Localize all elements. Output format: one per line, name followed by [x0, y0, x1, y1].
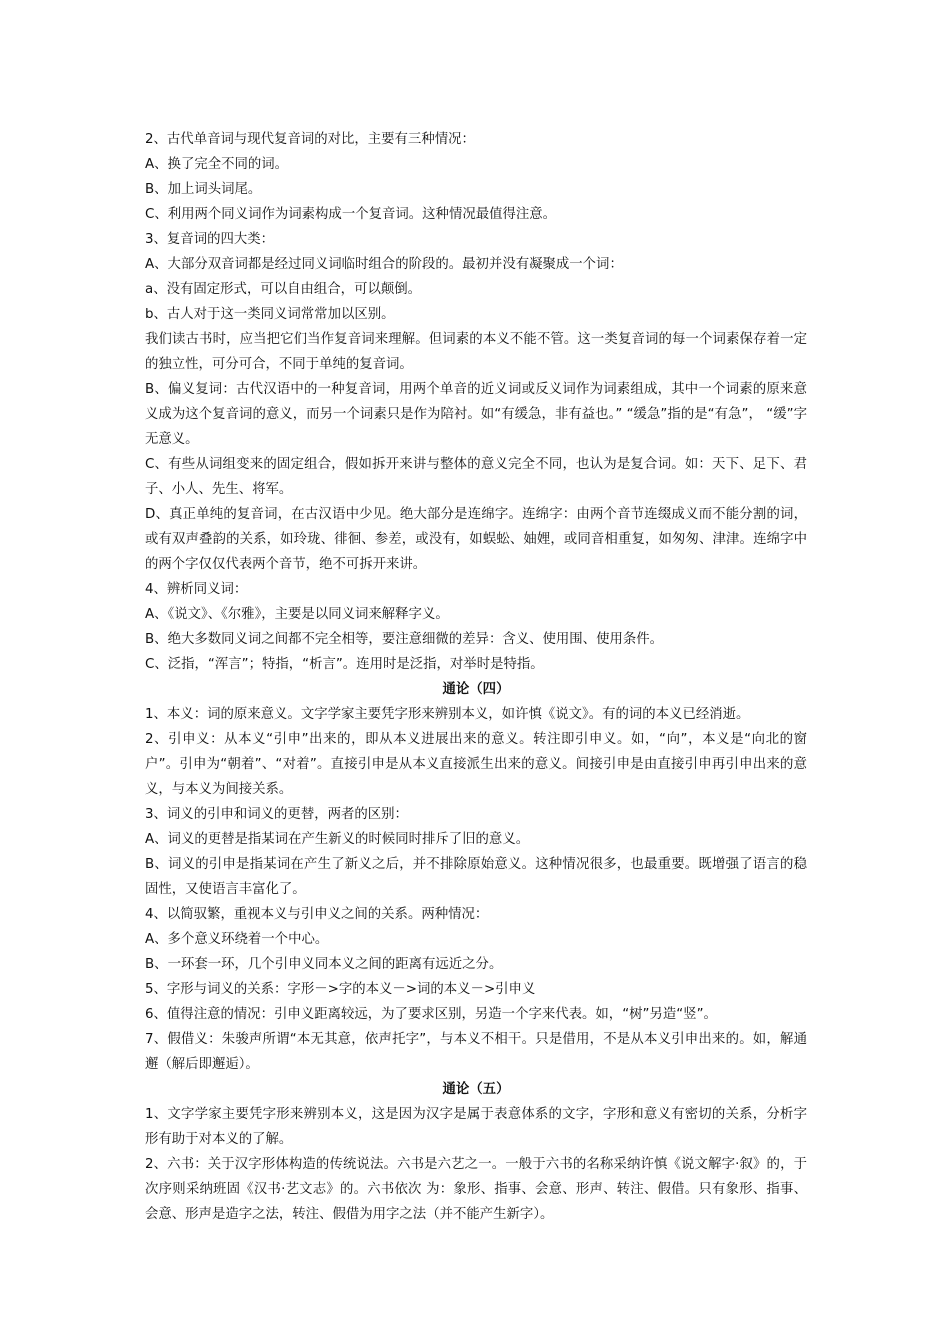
paragraph: 7、假借义：朱骏声所谓“本无其意，依声托字”，与本义不相干。只是借用，不是从本义引申出来的。如，解通邂（解后即邂逅）。 — [145, 1032, 807, 1072]
paragraph: A、大部分双音词都是经过同义词临时组合的阶段的。最初并没有凝聚成一个词： — [145, 257, 623, 272]
paragraph: 2、古代单音词与现代复音词的对比，主要有三种情况： — [145, 132, 475, 147]
paragraph: A、多个意义环绕着一个中心。 — [145, 932, 329, 947]
paragraph: 6、值得注意的情况：引申义距离较远，为了要求区别，另造一个字来代表。如，“树”另造“竖”。 — [145, 1007, 717, 1022]
paragraph: 3、复音词的四大类： — [145, 232, 275, 247]
paragraph: a、没有固定形式，可以自由组合，可以颠倒。 — [145, 282, 422, 297]
paragraph: B、偏义复词：古代汉语中的一种复音词，用两个单音的近义词或反义词作为词素组成，其中一个词素的原来意义成为这个复音词的意义，而另一个词素只是作为陪衬。如“有缓急，非有益也。” “缓急”指的是“有急”， “缓”字无意义。 — [145, 382, 807, 447]
paragraph: 1、文字学家主要凭字形来辨别本义，这是因为汉字是属于表意体系的文字，字形和意义有密切的关系，分析字形有助于对本义的了解。 — [145, 1107, 807, 1147]
paragraph: 5、字形与词义的关系：字形－>字的本义－>词的本义－>引申义 — [145, 982, 536, 997]
paragraph: C、有些从词组变来的固定组合，假如拆开来讲与整体的意义完全不同，也认为是复合词。如：天下、足下、君子、小人、先生、将军。 — [145, 457, 807, 497]
paragraph: B、一环套一环，几个引申义同本义之间的距离有远近之分。 — [145, 957, 503, 972]
paragraph: B、词义的引申是指某词在产生了新义之后，并不排除原始意义。这种情况很多，也最重要。既增强了语言的稳固性，又使语言丰富化了。 — [145, 857, 807, 897]
paragraph: b、古人对于这一类同义词常常加以区别。 — [145, 307, 395, 322]
paragraph: 3、词义的引申和词义的更替，两者的区别： — [145, 807, 408, 822]
paragraph: 4、辨析同义词： — [145, 582, 248, 597]
paragraph: A、《说文》、《尔雅》，主要是以同义词来解释字义。 — [145, 607, 449, 622]
section-heading: 通论（四） — [442, 682, 510, 697]
paragraph: B、绝大多数同义词之间都不完全相等，要注意细微的差异：含义、使用围、使用条件。 — [145, 632, 664, 647]
paragraph: 2、六书：关于汉字形体构造的传统说法。六书是六艺之一。一般于六书的名称采纳许慎《说文解字·叙》的，于次序则采纳班固《汉书·艺文志》的。六书依次 为：象形、指事、会意、形声、转注、假借。只有象形、指事、会意、形声是造字之法，转注、假借为用字之法（并不能产生新字）。 — [145, 1157, 807, 1222]
paragraph: 4、以简驭繁，重视本义与引申义之间的关系。两种情况： — [145, 907, 489, 922]
paragraph: C、泛指，“浑言”；特指，“析言”。连用时是泛指，对举时是特指。 — [145, 657, 544, 672]
section-heading: 通论（五） — [442, 1082, 510, 1097]
paragraph: D、真正单纯的复音词，在古汉语中少见。绝大部分是连绵字。连绵字：由两个音节连缀成义而不能分割的词，或有双声叠韵的关系，如玲珑、徘徊、参差，或没有，如蜈蚣、妯娌，或同音相重复，如匆匆、津津。连绵字中的两个字仅仅代表两个音节，绝不可拆开来讲。 — [145, 507, 807, 572]
paragraph: C、利用两个同义词作为词素构成一个复音词。这种情况最值得注意。 — [145, 207, 557, 222]
paragraph: B、加上词头词尾。 — [145, 182, 262, 197]
paragraph: 2、引申义：从本义“引申”出来的，即从本义进展出来的意义。转注即引申义。如，“向”，本义是“向北的窗户”。引申为“朝着”、“对着”。直接引申是从本义直接派生出来的意义。间接引申是由直接引申再引申出来的意义，与本义为间接关系。 — [145, 732, 807, 797]
paragraph: 1、本义：词的原来意义。文字学家主要凭字形来辨别本义，如许慎《说文》。有的词的本义已经消逝。 — [145, 707, 750, 722]
paragraph: A、换了完全不同的词。 — [145, 157, 289, 172]
document-page — [145, 127, 807, 1227]
paragraph: 我们读古书时，应当把它们当作复音词来理解。但词素的本义不能不管。这一类复音词的每一个词素保存着一定的独立性，可分可合，不同于单纯的复音词。 — [145, 332, 807, 372]
paragraph: A、词义的更替是指某词在产生新义的时候同时排斥了旧的意义。 — [145, 832, 530, 847]
